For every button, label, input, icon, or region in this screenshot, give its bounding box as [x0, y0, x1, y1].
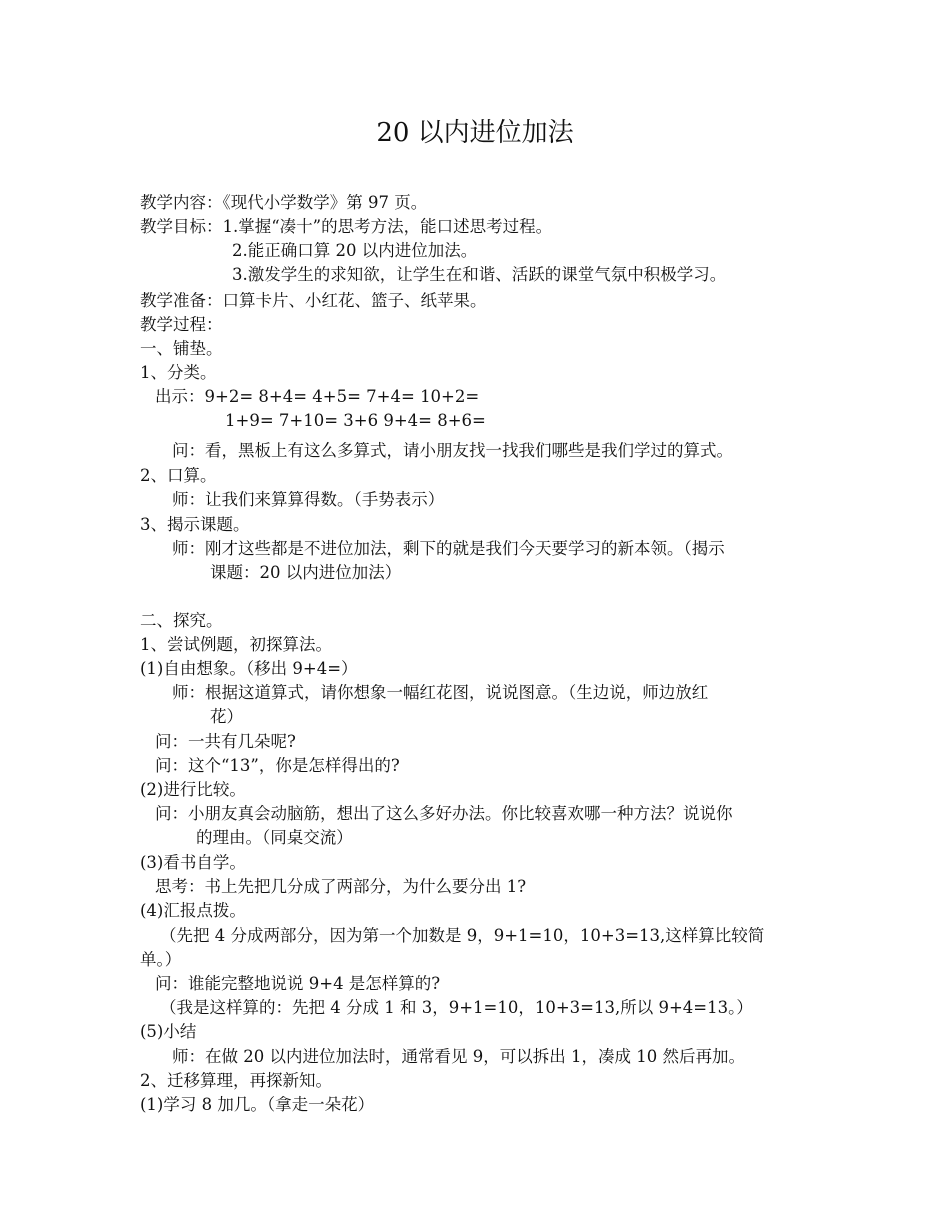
teacher-line-continued: 课题：20 以内进位加法）	[210, 563, 402, 582]
subsection-heading: 2、迁移算理，再探新知。	[140, 1071, 332, 1090]
step-heading: (2)进行比较。	[140, 780, 246, 799]
step-heading: (1)自由想象。（移出 9+4=）	[140, 659, 358, 678]
subsection-heading: 3、揭示课题。	[140, 515, 250, 534]
subsection-heading: 1、分类。	[140, 363, 217, 382]
equations-row-2: 1+9= 7+10= 3+6 9+4= 8+6=	[225, 411, 486, 430]
teacher-line: 师：刚才这些都是不进位加法，剩下的就是我们今天要学习的新本领。（揭示	[172, 539, 725, 558]
teaching-goal-line-1: 教学目标：1.掌握“凑十”的思考方法，能口述思考过程。	[140, 217, 553, 236]
answer-line: （先把 4 分成两部分，因为第一个加数是 9，9+1=10，10+3=13,这样算比较简	[160, 926, 765, 945]
subsection-heading: 2、口算。	[140, 466, 217, 485]
step-heading: (5)小结	[140, 1022, 197, 1041]
answer-line: （我是这样算的：先把 4 分成 1 和 3，9+1=10，10+3=13,所以 9+4=13。）	[160, 998, 753, 1017]
question-line: 问：谁能完整地说说 9+4 是怎样算的?	[155, 974, 441, 993]
equations-row-1: 出示：9+2= 8+4= 4+5= 7+4= 10+2=	[155, 387, 480, 406]
teacher-line-continued: 花）	[210, 707, 243, 726]
answer-line-continued: 单。）	[140, 950, 182, 969]
teacher-line: 师：根据这道算式，请你想象一幅红花图，说说图意。（生边说，师边放红	[172, 683, 709, 702]
question-line: 问：看，黑板上有这么多算式，请小朋友找一找我们哪些是我们学过的算式。	[172, 441, 733, 460]
step-heading: (3)看书自学。	[140, 853, 246, 872]
question-line: 问：小朋友真会动脑筋，想出了这么多好办法。你比较喜欢哪一种方法？说说你	[155, 804, 733, 823]
subsection-heading: 1、尝试例题，初探算法。	[140, 635, 332, 654]
step-heading: (4)汇报点拨。	[140, 901, 246, 920]
teaching-goal-line-3: 3.激发学生的求知欲，让学生在和谐、活跃的课堂气氛中积极学习。	[232, 265, 727, 284]
teaching-goal-line-2: 2.能正确口算 20 以内进位加法。	[232, 241, 478, 260]
teaching-prep-line: 教学准备：口算卡片、小红花、篮子、纸苹果。	[140, 291, 487, 310]
question-line: 问：一共有几朵呢?	[155, 732, 296, 751]
step-heading: (1)学习 8 加几。（拿走一朵花）	[140, 1095, 375, 1114]
teaching-process-heading: 教学过程：	[140, 315, 223, 334]
teaching-content-line: 教学内容：《现代小学数学》第 97 页。	[140, 193, 428, 212]
section-heading-2: 二、探究。	[140, 611, 223, 630]
section-heading-1: 一、铺垫。	[140, 339, 223, 358]
thinking-line: 思考：书上先把几分成了两部分，为什么要分出 1?	[155, 877, 527, 896]
teacher-line: 师：让我们来算算得数。（手势表示）	[172, 490, 445, 509]
document-title: 20 以内进位加法	[376, 118, 574, 148]
question-line-continued: 的理由。（同桌交流）	[196, 828, 353, 847]
question-line: 问：这个“13”，你是怎样得出的?	[155, 756, 400, 775]
teacher-line: 师：在做 20 以内进位加法时，通常看见 9，可以拆出 1，凑成 10 然后再加。	[172, 1047, 745, 1066]
